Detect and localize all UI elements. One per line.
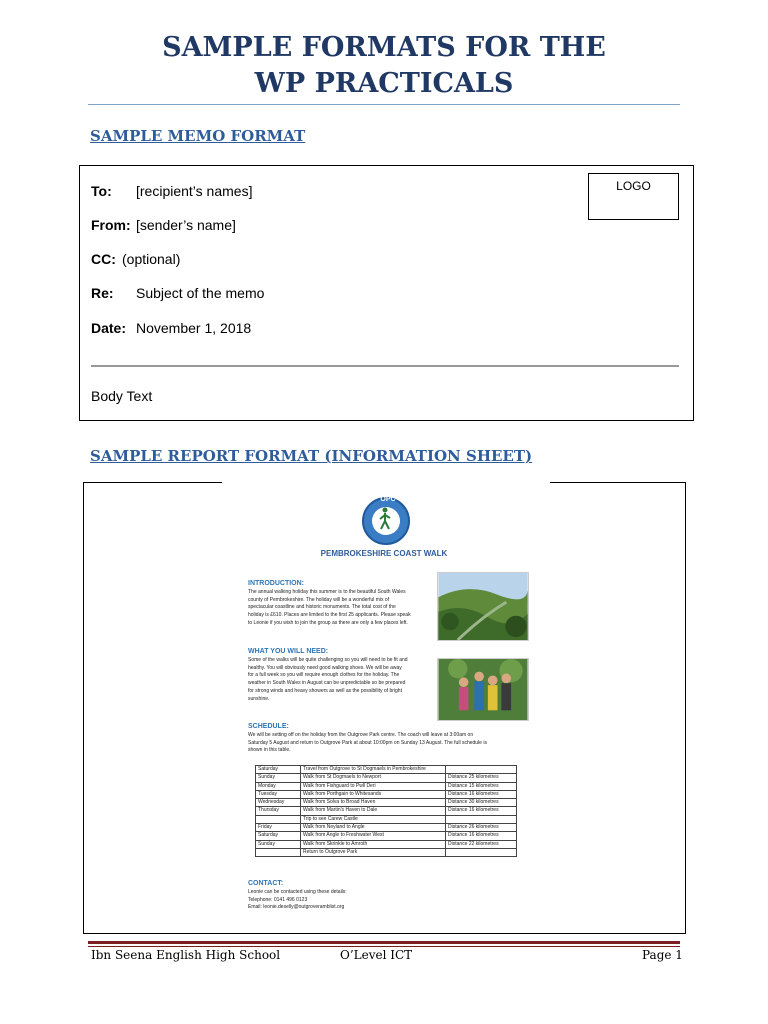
schedule-distance-cell: Distance 15 kilometres (446, 782, 517, 790)
schedule-distance-cell: Distance 16 kilometres (446, 807, 517, 815)
memo-to-value: [recipient’s names] (136, 183, 253, 199)
table-row (256, 832, 517, 840)
schedule-activity-cell: Trip to see Carew Castle (301, 815, 446, 823)
memo-from-value: [sender’s name] (136, 217, 236, 233)
memo-format-box (79, 165, 694, 421)
table-row (256, 782, 517, 790)
logo-placeholder: LOGO (588, 173, 679, 220)
schedule-distance-cell: Distance 30 kilometres (446, 799, 517, 807)
memo-date-value: November 1, 2018 (136, 320, 252, 336)
schedule-distance-cell: Distance 25 kilometres (446, 774, 517, 782)
schedule-activity-cell: Walk from Porthgain to Whitesands (301, 790, 446, 798)
table-row (256, 766, 517, 774)
schedule-distance-cell: Distance 16 kilometres (446, 790, 517, 798)
report-heading: SAMPLE REPORT FORMAT (INFORMATION SHEET) (90, 447, 533, 465)
schedule-distance-cell: Distance 22 kilometres (446, 840, 517, 848)
schedule-activity-cell: Walk from Angle to Freshwater West (301, 832, 446, 840)
table-row (256, 774, 517, 782)
memo-date-row (91, 320, 252, 336)
table-row (256, 807, 517, 815)
memo-heading: SAMPLE MEMO FORMAT (90, 127, 306, 145)
footer-subject: O’Level ICT (340, 948, 413, 962)
table-row (256, 848, 517, 856)
memo-cc-label: CC: (91, 251, 116, 267)
title-line-2: WP PRACTICALS (254, 68, 514, 99)
memo-cc-value: (optional) (122, 251, 181, 267)
title-line-1: SAMPLE FORMATS FOR THE (162, 32, 606, 63)
contact-text: Leonie can be contacted using these details: Telephone: 0141 496 0123 Email: leonie.deselly@outgroveramblist.org (248, 889, 347, 911)
schedule-activity-cell: Walk from Neyland to Angle (301, 824, 446, 832)
intro-text: The annual walking holiday this summer is to the beautiful South Wales county of Pembrokeshire. The holiday will be a wonderful mix of spectacular coastline and historic monuments. The total cost of the holiday is £610. Places are limited to the first 25 applicants. Please speak to Leonie if you wish to join the group as there are only a few places left. (248, 589, 411, 626)
schedule-day-cell: Sunday (256, 840, 301, 848)
memo-divider (91, 365, 679, 367)
schedule-day-cell (256, 848, 301, 856)
schedule-distance-cell: Distance 26 kilometres (446, 824, 517, 832)
valley-landscape-photo (437, 572, 529, 641)
schedule-day-cell: Wednesday (256, 799, 301, 807)
schedule-distance-cell (446, 815, 517, 823)
memo-from-label: From: (91, 217, 131, 233)
memo-to-row (91, 183, 253, 199)
need-text: Some of the walks will be quite challenging so you will need to be fit and healthy. You will obviously need good walking shoes. We will be away for a full week so you will require enough clothes for the holiday. The weather in South Wales in August can be unpredictable so be prepared for strong winds and heavy showers as well as the possibility of bright sunshine. (248, 657, 408, 702)
schedule-intro-text: We will be setting off on the holiday from the Outgrove Park centre. The coach will leave at 3:00am on Saturday 5 August and return to Outgrove Park at about 10:00pm on Sunday 13 August. The full schedule is shown in this table. (248, 732, 487, 754)
footer-divider-thick (88, 941, 680, 944)
schedule-heading: SCHEDULE: (248, 723, 289, 730)
schedule-day-cell (256, 815, 301, 823)
hikers-group-photo (437, 658, 529, 721)
schedule-activity-cell: Return to Outgrove Park (301, 848, 446, 856)
table-row (256, 790, 517, 798)
memo-re-label: Re: (91, 285, 114, 301)
memo-body-text: Body Text (91, 388, 153, 404)
schedule-activity-cell: Walk from Solva to Broad Haven (301, 799, 446, 807)
table-row (256, 840, 517, 848)
schedule-table (255, 765, 517, 857)
schedule-day-cell: Saturday (256, 766, 301, 774)
title-divider (88, 104, 680, 105)
table-row (256, 815, 517, 823)
schedule-distance-cell (446, 766, 517, 774)
table-row (256, 799, 517, 807)
schedule-activity-cell: Walk from Martin's Haven to Dale (301, 807, 446, 815)
intro-heading: INTRODUCTION: (248, 580, 304, 587)
memo-re-row (91, 285, 265, 301)
logo-lettering: OPC (380, 496, 396, 503)
schedule-activity-cell: Walk from Skrinkle to Amroth (301, 840, 446, 848)
report-border-gap (222, 481, 550, 485)
schedule-day-cell: Sunday (256, 774, 301, 782)
walking-club-logo-icon (362, 497, 410, 545)
schedule-distance-cell: Distance 16 kilometres (446, 832, 517, 840)
memo-re-value: Subject of the memo (136, 285, 265, 301)
contact-heading: CONTACT: (248, 880, 284, 887)
memo-from-row (91, 217, 236, 233)
schedule-activity-cell: Walk from Fishguard to Pwll Deri (301, 782, 446, 790)
memo-to-label: To: (91, 183, 112, 199)
schedule-activity-cell: Travel from Outgrove to St Dogmaels in Pembrokeshire (301, 766, 446, 774)
footer-school: Ibn Seena English High School (91, 948, 281, 962)
schedule-day-cell: Thursday (256, 807, 301, 815)
schedule-day-cell: Friday (256, 824, 301, 832)
schedule-distance-cell (446, 848, 517, 856)
schedule-day-cell: Tuesday (256, 790, 301, 798)
footer-divider-thin (88, 946, 680, 947)
report-sample-box (83, 482, 686, 934)
schedule-day-cell: Monday (256, 782, 301, 790)
memo-cc-row (91, 251, 181, 267)
schedule-day-cell: Saturday (256, 832, 301, 840)
walk-title: PEMBROKESHIRE COAST WALK (320, 549, 448, 558)
footer-page-number: Page 1 (642, 948, 683, 962)
table-row (256, 824, 517, 832)
need-heading: WHAT YOU WILL NEED: (248, 648, 329, 655)
schedule-activity-cell: Walk from St Dogmaels to Newport (301, 774, 446, 782)
memo-date-label: Date: (91, 320, 127, 336)
hiker-icon (378, 507, 392, 531)
